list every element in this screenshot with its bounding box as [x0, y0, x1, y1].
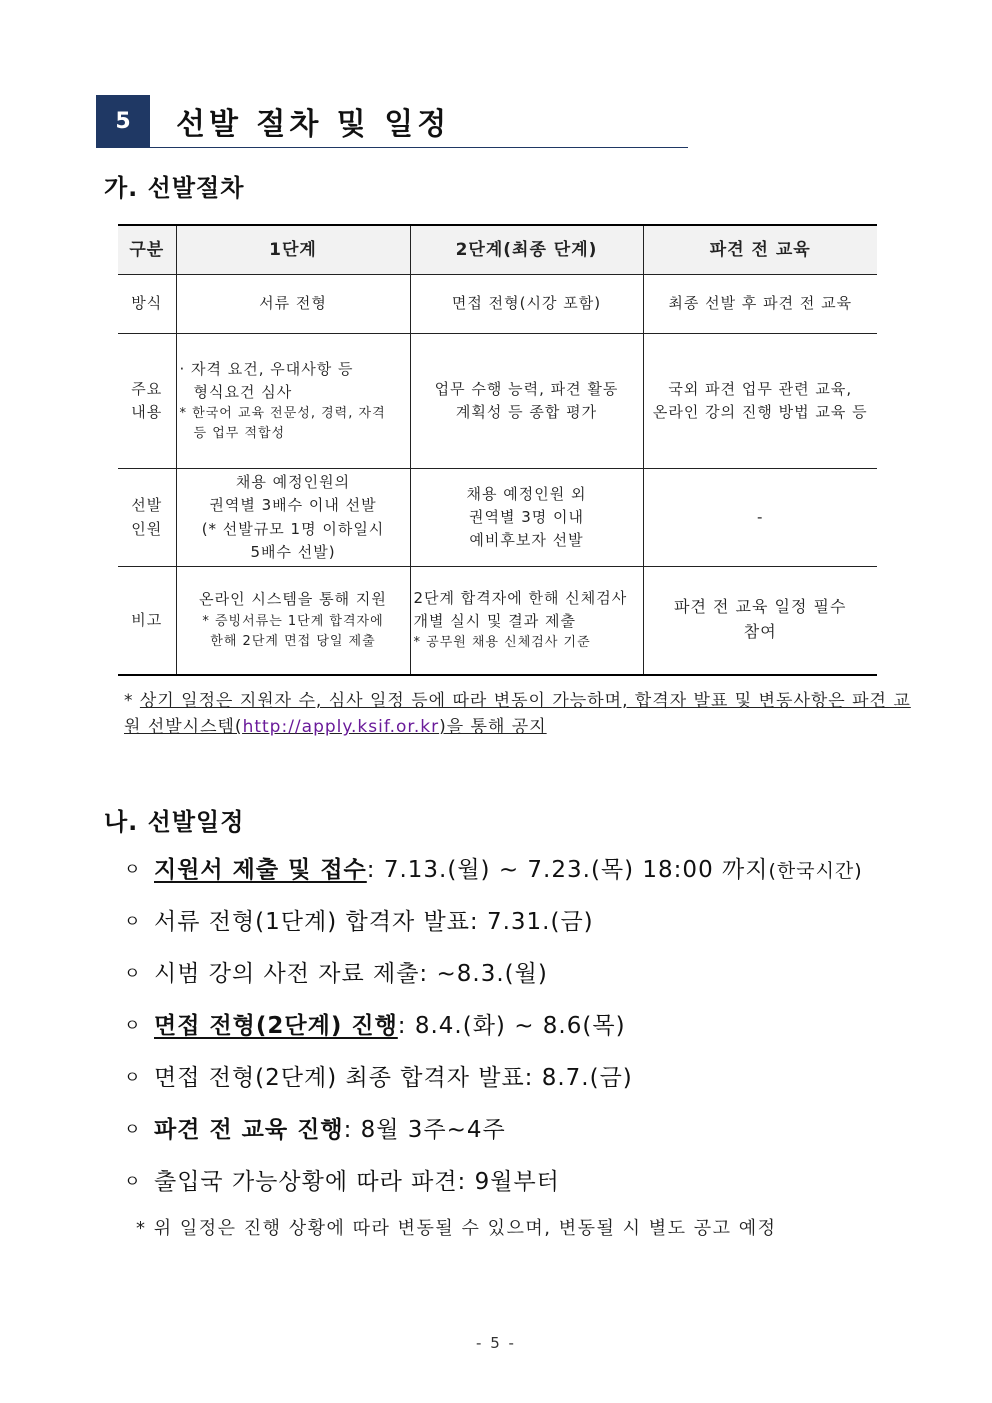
- cell-line: 등 업무 적합성: [193, 426, 286, 442]
- list-item: [124, 1110, 924, 1162]
- cell-line: 채용 예정인원의: [235, 473, 351, 491]
- col-header: 2단계(최종 단계): [410, 225, 643, 275]
- cell-line: 예비후보자 선발: [469, 531, 584, 550]
- item-note: (한국시간): [768, 860, 863, 882]
- cell-line: 온라인 시스템을 통해 지원: [199, 590, 387, 609]
- col-header: 구분: [118, 225, 176, 275]
- cell-line: 파견 전 교육 일정 필수: [674, 597, 847, 617]
- bullet-icon: ㅇ: [124, 964, 142, 984]
- col-header: 1단계: [176, 225, 410, 275]
- cell-line: 권역별 3명 이내: [468, 507, 585, 526]
- note-text: 상기 일정은 지원자 수, 심사 일정 등에 따라 변동이 가능하며, 합격자 발표 및 변동사항은 파견 교원 선발시스템(: [124, 691, 911, 738]
- section-title: 선발 절차 및 일정: [176, 107, 451, 142]
- cell-stage1: [176, 334, 410, 469]
- row-label-line: 내용: [131, 403, 163, 421]
- cell-stage2: [410, 334, 643, 469]
- bullet-icon: ㅇ: [124, 912, 142, 932]
- schedule-list: [124, 850, 924, 1214]
- section-number: 5: [96, 95, 150, 147]
- note-asterisk: *: [124, 691, 134, 711]
- cell-pre: [643, 334, 877, 469]
- cell-line: 2단계 합격자에 한해 신체검사: [413, 588, 628, 607]
- row-label-line: 주요: [131, 379, 163, 398]
- cell-line: 참여: [743, 622, 777, 642]
- cell-line: * 한국어 교육 전문성, 경력, 자격: [179, 406, 386, 422]
- cell-line: 계획성 등 종합 평가: [455, 403, 598, 421]
- procedure-table: [118, 224, 877, 676]
- table-header-row: [118, 225, 877, 275]
- cell-line: · 자격 요건, 우대사항 등: [179, 359, 354, 378]
- list-item: [124, 850, 924, 902]
- item-label: 지원서 제출 및 접수: [154, 857, 367, 883]
- cell-line: 한해 2단계 면접 당일 제출: [210, 633, 376, 649]
- list-item: [124, 954, 924, 1006]
- cell-stage2: [410, 469, 643, 567]
- bullet-icon: ㅇ: [124, 1016, 142, 1036]
- cell-pre: -: [643, 469, 877, 567]
- item-text: 출입국 가능상황에 따라 파견: 9월부터: [154, 1169, 560, 1195]
- cell-stage1: [176, 567, 410, 675]
- bullet-icon: ㅇ: [124, 860, 142, 880]
- list-item: [124, 902, 924, 954]
- item-text: 서류 전형(1단계) 합격자 발표: 7.31.(금): [154, 909, 594, 935]
- item-text: : 8.4.(화) ~ 8.6(목): [397, 1013, 626, 1039]
- cell-stage2: 면접 전형(시강 포함): [410, 275, 643, 334]
- list-item: [124, 1006, 924, 1058]
- cell-pre: [643, 567, 877, 675]
- cell-line: 개별 실시 및 결과 제출: [413, 612, 576, 631]
- bullet-icon: ㅇ: [124, 1068, 142, 1088]
- cell-line: 형식요건 심사: [193, 382, 293, 401]
- cell-line: * 공무원 채용 신체검사 기준: [413, 635, 591, 651]
- item-text: 시범 강의 사전 자료 제출: ~8.3.(월): [154, 961, 548, 987]
- page-number: - 5 -: [476, 1334, 516, 1352]
- cell-stage1: [176, 469, 410, 567]
- item-label: 면접 전형(2단계) 진행: [154, 1013, 398, 1039]
- item-text: : 7.13.(월) ~ 7.23.(목) 18:00 까지: [366, 857, 769, 883]
- table-row-remarks: [118, 567, 877, 675]
- row-label-line: 인원: [131, 519, 163, 538]
- cell-stage2: [410, 567, 643, 675]
- schedule-heading: 나. 선발일정: [104, 808, 245, 836]
- cell-line: 5배수 선발): [250, 542, 336, 561]
- apply-link[interactable]: http://apply.ksif.or.kr: [242, 717, 440, 738]
- table-row-method: [118, 275, 877, 334]
- procedure-heading: 가. 선발절차: [104, 174, 245, 202]
- bullet-icon: ㅇ: [124, 1120, 142, 1140]
- cell-line: 업무 수행 능력, 파견 활동: [434, 379, 619, 398]
- item-text: 면접 전형(2단계) 최종 합격자 발표: 8.7.(금): [154, 1065, 633, 1091]
- cell-pre: 최종 선발 후 파견 전 교육: [643, 275, 877, 334]
- cell-line: 채용 예정인원 외: [466, 484, 587, 503]
- item-label: 파견 전 교육 진행: [154, 1117, 344, 1143]
- list-item: [124, 1058, 924, 1110]
- cell-line: * 증빙서류는 1단계 합격자에: [202, 613, 384, 629]
- procedure-note: [124, 688, 914, 741]
- row-label: 비고: [118, 567, 176, 675]
- cell-line: 국외 파견 업무 관련 교육,: [668, 379, 853, 398]
- bullet-icon: ㅇ: [124, 1172, 142, 1192]
- list-item: [124, 1162, 924, 1214]
- cell-line: 권역별 3배수 이내 선발: [209, 496, 377, 515]
- cell-line: 온라인 강의 진행 방법 교육 등: [652, 403, 868, 421]
- cell-line: (* 선발규모 1명 이하일시: [201, 519, 385, 538]
- schedule-footnote: * 위 일정은 진행 상황에 따라 변동될 수 있으며, 변동될 시 별도 공고 예정: [136, 1218, 777, 1239]
- row-label: 방식: [118, 275, 176, 334]
- section-header: [96, 95, 688, 148]
- table-row-content: [118, 334, 877, 469]
- col-header: 파견 전 교육: [643, 225, 877, 275]
- table-row-headcount: [118, 469, 877, 567]
- item-text: : 8월 3주~4주: [343, 1117, 506, 1143]
- row-label: [118, 334, 176, 469]
- row-label: [118, 469, 176, 567]
- note-text-end: )을 통해 공지: [439, 717, 547, 738]
- row-label-line: 선발: [131, 496, 163, 515]
- cell-stage1: 서류 전형: [176, 275, 410, 334]
